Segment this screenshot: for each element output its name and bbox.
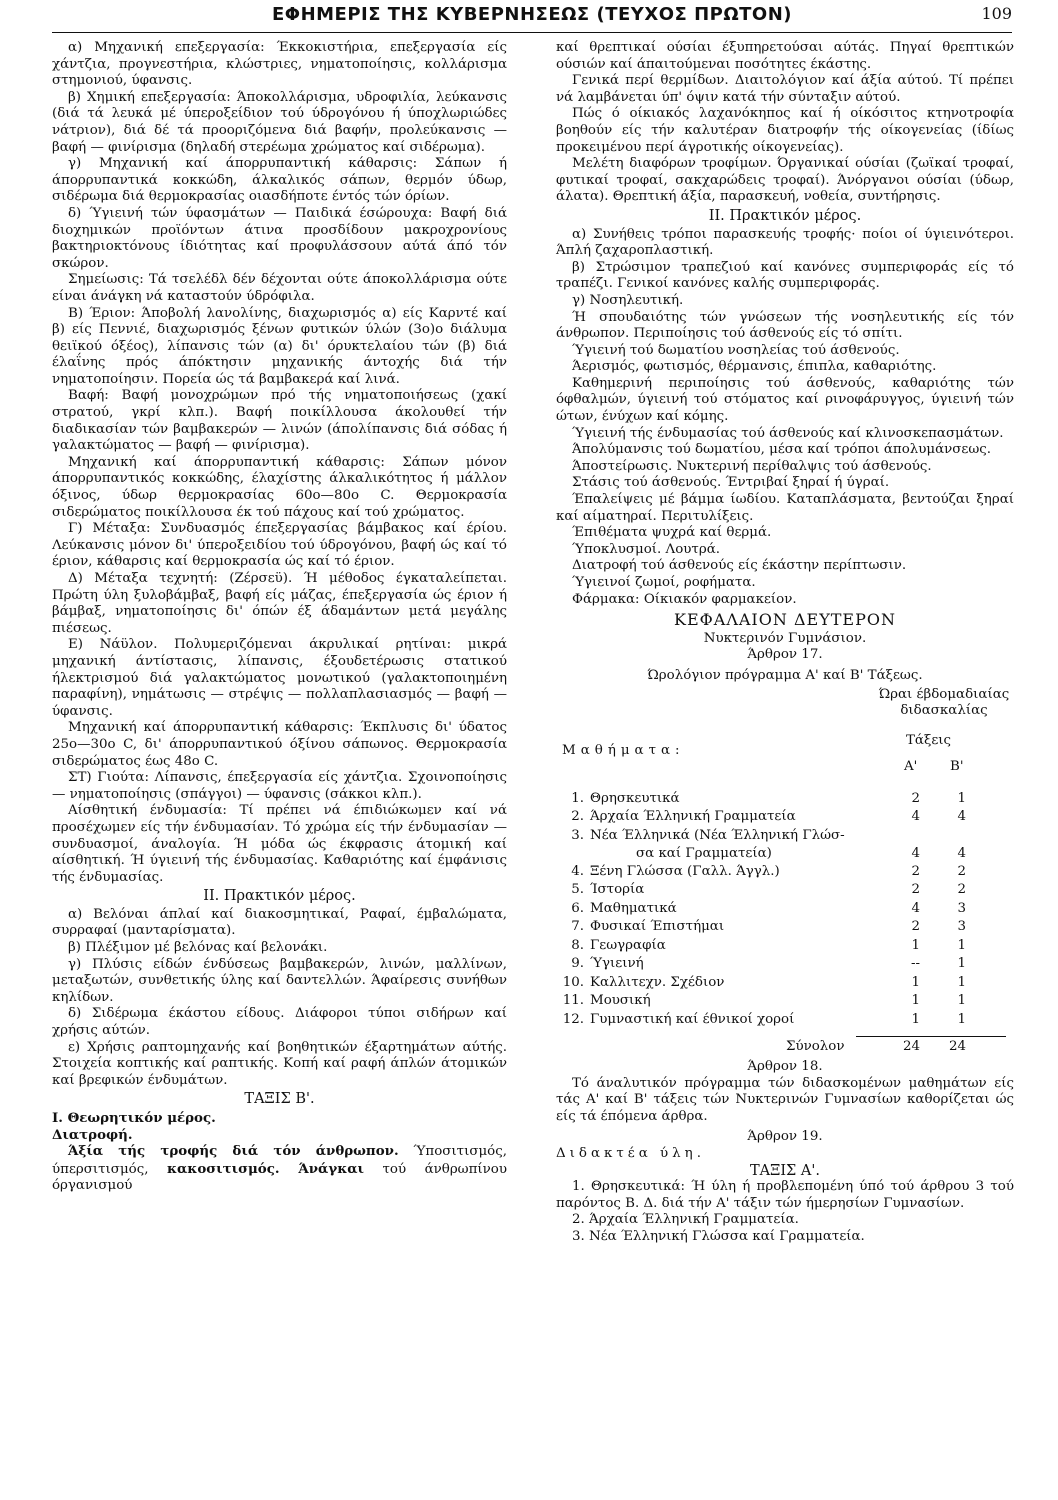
- page-number: 109: [981, 4, 1012, 23]
- hours-b: 1: [957, 1011, 966, 1027]
- right-column: [556, 40, 1014, 1246]
- teaching-material-heading: Διδακτέα ύλη.: [556, 1146, 705, 1162]
- subject-name: Μουσική: [590, 993, 651, 1009]
- paragraph: γ) Μηχανική καί άπορρυπαντική κάθαρσις: Σάπων ή άπορρυπαντικά κοκκώδη, άλκαλικός σάπων, θερμόν ύδωρ, σιδέρωμα διά θερμοκρασίας οιασδήποτε έντός τών όρίων.: [52, 156, 507, 205]
- column-a-header: Α': [904, 758, 918, 774]
- table-row: [556, 938, 1014, 957]
- hours-a: 2: [911, 790, 920, 806]
- hours-b: 2: [957, 863, 966, 879]
- hours-a: 1: [911, 1011, 920, 1027]
- timetable-header: [556, 687, 1014, 791]
- list-item: 3. Νέα Έλληνική Γλώσσα καί Γραμματεία.: [572, 1229, 865, 1244]
- subject-name: Ξένη Γλώσσα (Γαλλ. Άγγλ.): [590, 863, 780, 879]
- paragraph: β) Χημική επεξεργασία: Άποκολλάρισμα, υδροφιλία, λεύκανσις (διά τά λευκά μέ ύπεροξείδιον τού ύδρογόνου ή ύποχλωριώδες νάτριον), διά δέ τά προοριζόμενα διά βαφήν, προλεύκανσις — βαφή — φινίρισμα (δηλαδή στερέωμα χρώματος καί σιδέρωμα).: [52, 89, 507, 155]
- table-row: [556, 828, 1014, 864]
- table-row: [556, 864, 1014, 883]
- paragraph: καί θρεπτικαί ούσίαι έξυπηρετούσαι αύτάς. Πηγαί θρεπτικών ούσιών καί άπαιτούμεναι ποσότητες έκάστης.: [556, 40, 1014, 72]
- paragraph: Σημείωσις: Τά τσελέδλ δέν δέχονται ούτε άποκολλάρισμα ούτε είναι άνάγκη νά καταστούν ύδρόφιλα.: [52, 272, 507, 304]
- paragraph: α) Βελόναι άπλαί καί διακοσμητικαί, Ραφαί, έμβαλώματα, συρραφαί (μανταρίσματα).: [52, 906, 507, 939]
- paragraph: Άποστείρωσις. Νυκτερινή περίθαλψις τού άσθενούς.: [572, 458, 932, 474]
- subject-name: Μαθηματικά: [590, 900, 677, 916]
- hours-a: 2: [911, 919, 920, 935]
- text: Ύποσιτισμός, ύπερσιτισμός,: [52, 1144, 507, 1177]
- paragraph: Γενικά περί θερμίδων. Διαιτολόγιον καί άξία αύτού. Τί πρέπει νά λαμβάνεται ύπ' όψιν κατά τήν σύνταξιν αύτού.: [556, 73, 1014, 105]
- hours-label: [874, 687, 1014, 719]
- subject-name: Γυμναστική καί έθνικοί χοροί: [590, 1011, 795, 1027]
- paragraph: Ή σπουδαιότης τών γνώσεων τής νοσηλευτικής είς τόν άνθρωπον. Περιποίησις τού άσθενούς είς τό σπίτι.: [556, 309, 1014, 342]
- paragraph: Μελέτη διαφόρων τροφίμων. Όργανικαί ούσίαι (ζωϊκαί τροφαί, φυτικαί τροφαί, σακχαρώδεις τροφαί). Άνόργανοι ούσίαι (ύδωρ, άλατα). Θρεπτική άξία, παρασκευή, νοθεία, συντήρησις.: [556, 156, 1014, 205]
- paragraph: γ) Πλύσις είδών ένδύσεως βαμβακερών, λινών, μαλλίνων, μεταξωτών, συνθετικής ύλης καί δαντελλών. Άφαίρεσις συνήθων κηλίδων.: [52, 956, 507, 1005]
- classes-label: Τάξεις: [906, 732, 952, 748]
- paragraph: δ) Ύγιεινή τών ύφασμάτων — Παιδικά έσώρουχα: Βαφή διά διοχημικών προϊόντων άτινα προσδίδουν μακροχρονίους βακτηριοκτόνους ίδιότητας καί προφυλάσσουν αύτά άπό τόν σκώρον.: [52, 205, 507, 271]
- hours-b: 1: [957, 790, 966, 806]
- subject-name: Ίστορία: [590, 882, 645, 898]
- hours-b: 1: [957, 937, 966, 953]
- section-heading: II. Πρακτικόν μέρος.: [203, 888, 356, 905]
- hours-b: 3: [957, 900, 966, 916]
- paragraph: Στάσις τού άσθενούς. Έντριβαί ξηραί ή ύγραί.: [572, 475, 890, 491]
- table-row: [556, 791, 1014, 810]
- paragraph: ε) Χρήσις ραπτομηχανής καί βοηθητικών έξαρτημάτων αύτής. Στοιχεία κοπτικής καί ραπτικής. Κοπή καί ραφή άπλών άτομικών καί βρεφικών ένδυμάτων.: [52, 1039, 507, 1088]
- table-row: [556, 1012, 1014, 1031]
- class-heading: ΤΑΞΙΣ Α'.: [749, 1162, 820, 1179]
- hours-a: 2: [911, 882, 920, 898]
- chapter-heading: ΚΕΦΑΛΑΙΟΝ ΔΕΥΤΕΡΟΝ: [674, 610, 896, 630]
- hours-b: 3: [957, 919, 966, 935]
- subject-name: Θρησκευτικά: [590, 790, 680, 806]
- paragraph: Ύγιεινή τής ένδυμασίας τού άσθενούς καί κλινοσκεπασμάτων.: [572, 425, 1004, 441]
- page-header-title: ΕΦΗΜΕΡΙΣ ΤΗΣ ΚΥΒΕΡΝΗΣΕΩΣ (ΤΕΥΧΟΣ ΠΡΩΤΟΝ): [271, 4, 792, 25]
- table-row: [556, 956, 1014, 975]
- paragraph: Ύγιεινή τού δωματίου νοσηλείας τού άσθενούς.: [572, 342, 900, 358]
- paragraph: Μηχανική καί άπορρυπαντική κάθαρσις: Έκπλυσις δι' ύδατος 25ο—30ο C, δι' άπορρυπαντικού όξίνου σάπωνος. Θερμοκρασία σιδερώματος έως 48ο C.: [52, 720, 507, 769]
- total-a: 24: [902, 1039, 920, 1055]
- hours-b: 4: [957, 809, 966, 825]
- paragraph: Πώς ό οίκιακός λαχανόκηπος καί ή οίκόσιτος κτηνοτροφία βοηθούν είς τήν καλυτέραν διατροφήν τής οίκογενείας (ίδίως προκειμένου περί άγροτικής οίκογενείας).: [556, 106, 1014, 155]
- subject-name: Φυσικαί Έπιστήμαι: [590, 919, 725, 935]
- total-label: Σύνολον: [786, 1039, 845, 1055]
- column-b-header: Β': [950, 758, 964, 774]
- table-row: [556, 975, 1014, 994]
- table-row: [556, 901, 1014, 920]
- hours-a: 1: [911, 974, 920, 990]
- row-number: 7.: [571, 919, 584, 935]
- paragraph: Άπολύμανσις τού δωματίου, μέσα καί τρόποι άπολυμάνσεως.: [572, 442, 992, 458]
- school-heading: Νυκτερινόν Γυμνάσιον.: [703, 630, 867, 646]
- hours-a: 4: [911, 809, 920, 825]
- hours-label-line: Ώραι έβδομαδιαίας: [878, 686, 1010, 702]
- list-item: 2. Άρχαία Έλληνική Γραμματεία.: [572, 1212, 799, 1228]
- paragraph: ΣΤ) Γιούτα: Λίπανσις, έπεξεργασία είς χάντζια. Σχοινοποίησις — νηματοποίησις (σπάγγοι) — ύφανσις (σάκκοι κλπ.).: [52, 770, 507, 802]
- row-number: 2.: [571, 809, 584, 825]
- hours-label-line: διδασκαλίας: [900, 702, 988, 718]
- hours-a: 2: [911, 863, 920, 879]
- list-item: 1. Θρησκευτικά: Ή ύλη ή προβλεπομένη ύπό τού άρθρου 3 τού παρόντος Β. Δ. διά τήν Α' τάξιν τών ήμερησίων Γυμνασίων.: [556, 1179, 1014, 1211]
- paragraph: Άερισμός, φωτισμός, θέρμανσις, έπιπλα, καθαριότης.: [572, 359, 937, 375]
- hours-b: 4: [957, 845, 966, 861]
- hours-a: 4: [911, 845, 920, 861]
- page-header: [52, 0, 1012, 33]
- paragraph: Καθημερινή περιποίησις τού άσθενούς, καθαριότης τών όφθαλμών, ύγιεινή τού στόματος καί ρινοφάρυγγος, ύγιεινή τών ώτων, ένύχων καί κόμης.: [556, 375, 1014, 425]
- subsection-heading: I. Θεωρητικόν μέρος.: [52, 1110, 216, 1126]
- article-heading: Άρθρον 19.: [747, 1129, 823, 1145]
- paragraph: Αίσθητική ένδυμασία: Τί πρέπει νά έπιδιώκωμεν καί νά προσέχωμεν είς τήν ένδυμασίαν. Τό χρώμα είς τήν ένδυμασίαν — συνδυασμοί, άναλογία. Ή μόδα ώς έκφρασις άτομική καί αίσθητική. Ή ύγιεινή τής ένδυμασίας. Καθαριότης καί έμφάνισις τής ένδυμασίας.: [52, 803, 507, 885]
- subject-name: Καλλιτεχν. Σχέδιον: [590, 974, 725, 990]
- total-b: 24: [948, 1039, 966, 1055]
- paragraph: Διατροφή τού άσθενούς είς έκάστην περίπτωσιν.: [572, 558, 907, 574]
- paragraph: Ύποκλυσμοί. Λουτρά.: [572, 541, 720, 557]
- timetable-title: Ώρολόγιον πρόγραμμα Α' καί Β' Τάξεως.: [647, 667, 923, 683]
- hours-b: 1: [957, 956, 966, 972]
- paragraph: α) Μηχανική επεξεργασία: Έκκοκιστήρια, επεξεργασία είς χάντζια, προγνεστήρια, κλώστριες, νηματοποίησις, κολλάρισμα στημονιού, ύφανσις.: [52, 40, 507, 89]
- paragraph: Δ) Μέταξα τεχνητή: (Ζέρσεϋ). Ή μέθοδος έγκαταλείπεται. Πρώτη ύλη ξυλοβάμβαξ, βαφή είς μάζας, έπεξεργασία ώς έριον ή βάμβαξ, νηματοποίησις δι' όπών έξ άδαμάντων μετά μεγάλης πιέσεως.: [52, 571, 507, 636]
- text: τού άνθρωπίνου όργανισμού: [52, 1161, 507, 1194]
- subject-name: Άρχαία Έλληνική Γραμματεία: [590, 809, 796, 825]
- subject-name: Νέα Έλληνικά (Νέα Έλληνική Γλώσ-: [590, 827, 845, 843]
- paragraph: Φάρμακα: Οίκιακόν φαρμακείον.: [572, 591, 797, 607]
- section-heading: II. Πρακτικόν μέρος.: [708, 207, 862, 224]
- paragraph: Τό άναλυτικόν πρόγραμμα τών διδασκομένων μαθημάτων είς τάς Α' καί Β' τάξεις τών Νυκτερινών Γυμνασίων καθορίζεται ώς είς τά έπόμενα άρθρα.: [556, 1075, 1014, 1124]
- subjects-label: Μαθήματα:: [562, 742, 685, 758]
- paragraph: β) Στρώσιμον τραπεζιού καί κανόνες συμπεριφοράς είς τό τραπέζι. Γενικοί κανόνες καλής συμπεριφοράς.: [556, 259, 1014, 292]
- article-heading: Άρθρον 18.: [747, 1059, 823, 1075]
- total-row: [556, 1039, 1014, 1059]
- row-number: 6.: [571, 900, 584, 916]
- hours-a: 4: [911, 900, 920, 916]
- subsection-heading: Διατροφή.: [52, 1126, 133, 1143]
- table-row: [556, 809, 1014, 828]
- paragraph: γ) Νοσηλευτική.: [572, 292, 684, 308]
- row-number: 11.: [562, 993, 584, 1009]
- subject-name-continued: σα καί Γραμματεία): [636, 845, 772, 861]
- paragraph: Γ) Μέταξα: Συνδυασμός έπεξεργασίας βάμβακος καί έρίου. Λεύκανσις μόνον δι' ύπεροξειδίου τού ύδρογόνου, βαφή ώς καί τό έριον, κάθαρσις καί θερμοκρασία ώς καί τό έριον.: [52, 521, 507, 570]
- paragraph: Έπιθέματα ψυχρά καί θερμά.: [572, 525, 772, 541]
- row-number: 5.: [571, 882, 584, 898]
- paragraph: Β) Έριον: Άποβολή λανολίνης, διαχωρισμός α) είς Καρντέ καί β) είς Πεννιέ, διαχωρισμός ξένων φυτικών ύλών (3ο)ο διάλυμα θειϊκού όξέος), λίπανσις τών (α) δι' όρυκτελαίου τών (β) διά έλαΐνης πρός άπόκτησιν μηχανικής άντοχής διά τήν νηματοποίησιν. Πορεία ώς τά βαμβακερά καί λινά.: [52, 305, 507, 387]
- hours-b: 1: [957, 974, 966, 990]
- paragraph: δ) Σιδέρωμα έκάστου είδους. Διάφοροι τύποι σιδήρων καί χρήσις αύτών.: [52, 1006, 507, 1039]
- table-row: [556, 993, 1014, 1012]
- paragraph: [52, 1143, 507, 1195]
- left-column: [52, 40, 507, 1195]
- bold-text: Άξία τής τροφής διά τόν άνθρωπον.: [68, 1143, 399, 1160]
- paragraph: α) Συνήθεις τρόποι παρασκευής τροφής· ποίοι οί ύγιεινότεροι. Άπλή ζαχαροπλαστική.: [556, 226, 1014, 259]
- subject-name: Ύγιεινή: [590, 956, 644, 972]
- paragraph: Ύγιεινοί ζωμοί, ροφήματα.: [572, 575, 756, 590]
- hours-a: 1: [911, 993, 920, 1009]
- bold-text: κακοσιτισμός. Άνάγκαι: [166, 1160, 365, 1177]
- paragraph: β) Πλέξιμον μέ βελόνας καί βελονάκι.: [68, 940, 328, 956]
- table-row: [556, 882, 1014, 901]
- hours-b: 2: [957, 882, 966, 898]
- table-row: [556, 919, 1014, 938]
- row-number: 9.: [571, 956, 584, 972]
- paragraph: Ε) Νάϋλον. Πολυμεριζόμεναι άκρυλικαί ρητίναι: μικρά μηχανική άντίστασις, λίπανσις, έξουδετέρωσις στατικού ήλεκτρισμού διά γαλακτώματος μονωτικού (γαλακτοποιημένη παραφίνη), νημάτωσις — στρέψις — πολλαπλασιασμός — βαφή — ύφανσις.: [52, 637, 507, 719]
- paragraph: Μηχανική καί άπορρυπαντική κάθαρσις: Σάπων μόνον άπορρυπαντικός κοκκώδης, έλαχίστης άλκαλικότητος ή μάλλον όξινος, ύδωρ θερμοκρασίας 60ο—80ο C. Θερμοκρασία σιδερώματος ποικίλλουσα έκ τού πάχους καί τού χρώματος.: [52, 454, 507, 520]
- row-number: 4.: [571, 863, 584, 879]
- total-rule: [856, 1036, 1006, 1037]
- section-heading: ΤΑΞΙΣ Β'.: [244, 1091, 315, 1108]
- article-heading: Άρθρον 17.: [747, 647, 823, 663]
- hours-a: --: [910, 956, 920, 972]
- timetable-rows: [556, 791, 1014, 1031]
- row-number: 3.: [571, 827, 584, 843]
- paragraph: Έπαλείψεις μέ βάμμα ίωδίου. Καταπλάσματα, βεντούζαι ξηραί καί αίματηραί. Περιτυλίξεις.: [556, 492, 1014, 524]
- subject-name: Γεωγραφία: [590, 937, 666, 953]
- row-number: 8.: [571, 937, 584, 953]
- paragraph: Βαφή: Βαφή μονοχρώμων πρό τής νηματοποιήσεως (χακί στρατού, γκρί κλπ.). Βαφή ποικίλλουσα άκολουθεί τήν διαδικασίαν τών βαμβακερών — λινών (άπολίπανσις διά σόδας ή γαλακτώματος — βαφή — φινίρισμα).: [52, 388, 507, 454]
- hours-b: 1: [957, 993, 966, 1009]
- row-number: 12.: [562, 1011, 584, 1027]
- row-number: 1.: [571, 790, 584, 806]
- hours-a: 1: [911, 937, 920, 953]
- row-number: 10.: [562, 974, 584, 990]
